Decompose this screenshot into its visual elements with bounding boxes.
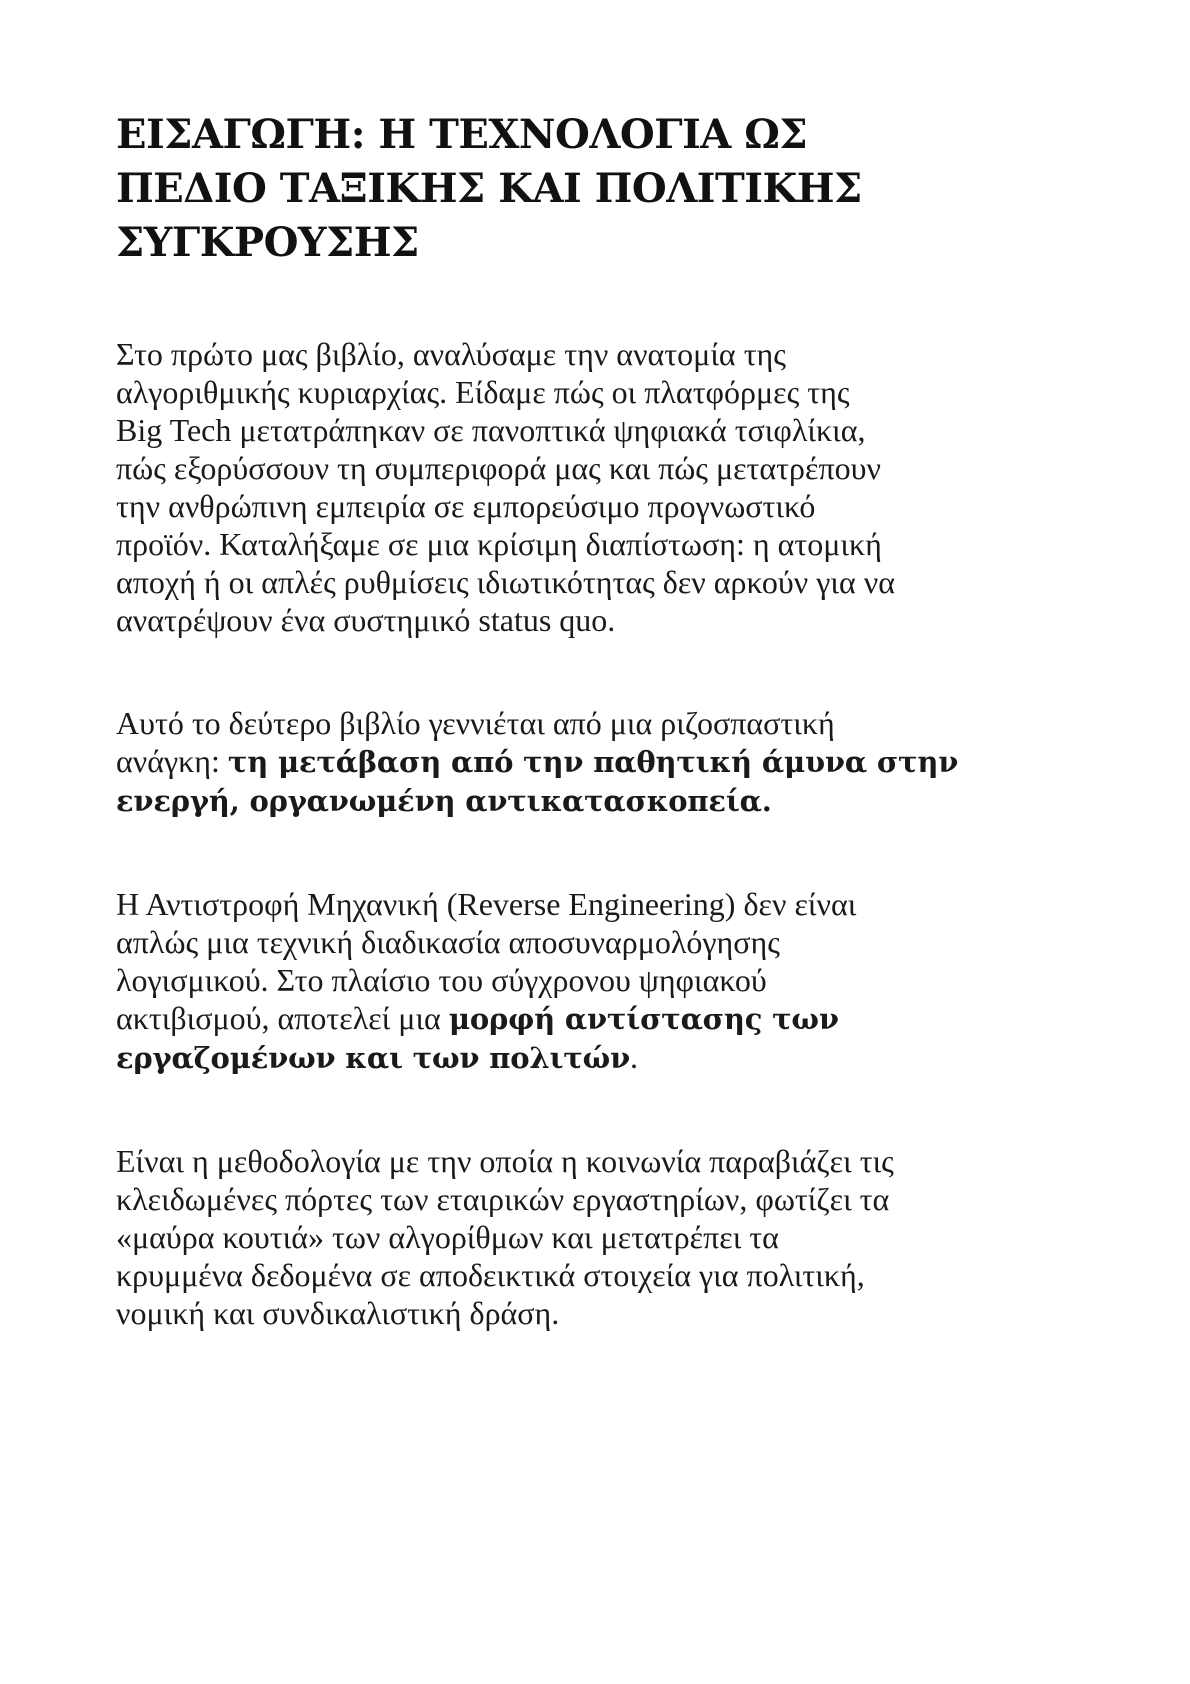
paragraph-line: αποχή ή οι απλές ρυθμίσεις ιδιωτικότητας δεν αρκούν για να (116, 564, 895, 600)
emphasis-text: ενεργή, οργανωμένη αντικατασκοπεία. (116, 784, 772, 818)
paragraph-line (116, 781, 1096, 820)
paragraph-line: κρυμμένα δεδομένα σε αποδεικτικά στοιχεία για πολιτική, (116, 1257, 865, 1293)
plain-text: ακτιβισμού, αποτελεί μια (116, 1000, 449, 1036)
emphasis-text: εργαζομένων και των πολιτών (116, 1041, 631, 1075)
paragraph-line: Στο πρώτο μας βιβλίο, αναλύσαμε την ανατομία της (116, 336, 786, 372)
paragraph-line: «μαύρα κουτιά» των αλγορίθμων και μετατρέπει τα (116, 1219, 779, 1255)
paragraph-reverse-engineering (116, 885, 1096, 1077)
paragraph-line: αλγοριθμικής κυριαρχίας. Είδαμε πώς οι πλατφόρμες της (116, 374, 850, 410)
title-line: ΠΕΔΙΟ ΤΑΞΙΚΗΣ ΚΑΙ ΠΟΛΙΤΙΚΗΣ (116, 165, 862, 212)
title-line: ΕΙΣΑΓΩΓΗ: Η ΤΕΧΝΟΛΟΓΙΑ ΩΣ (116, 111, 808, 158)
paragraph-line: απλώς μια τεχνική διαδικασία αποσυναρμολόγησης (116, 924, 780, 960)
paragraph-line: νομική και συνδικαλιστική δράση. (116, 1295, 560, 1331)
paragraph-methodology (116, 1142, 1096, 1332)
paragraph-line (116, 1038, 1096, 1077)
emphasis-text: μορφή αντίστασης των (448, 1002, 839, 1036)
paragraph-second-book-purpose (116, 704, 1096, 820)
paragraph-line: την ανθρώπινη εμπειρία σε εμπορεύσιμο προγνωστικό (116, 488, 816, 524)
paragraph-line: λογισμικού. Στο πλαίσιο του σύγχρονου ψηφιακού (116, 962, 767, 998)
paragraph-line: κλειδωμένες πόρτες των εταιρικών εργαστηρίων, φωτίζει τα (116, 1181, 890, 1217)
title-line: ΣΥΓΚΡΟΥΣΗΣ (116, 219, 419, 266)
page-title (116, 108, 1096, 270)
paragraph-line (116, 742, 1096, 781)
paragraph-line: Είναι η μεθοδολογία με την οποία η κοινωνία παραβιάζει τις (116, 1143, 894, 1179)
paragraph-first-book-summary (116, 335, 1096, 639)
paragraph-line: προϊόν. Καταλήξαμε σε μια κρίσιμη διαπίστωση: η ατομική (116, 526, 882, 562)
paragraph-line: Αυτό το δεύτερο βιβλίο γεννιέται από μια ριζοσπαστική (116, 705, 835, 741)
paragraph-line: Big Tech μετατράπηκαν σε πανοπτικά ψηφιακά τσιφλίκια, (116, 412, 866, 448)
document-page (116, 108, 1096, 1332)
emphasis-text: τη μετάβαση από την παθητική άμυνα στην (227, 745, 959, 779)
paragraph-line: πώς εξορύσσουν τη συμπεριφορά μας και πώς μετατρέπουν (116, 450, 881, 486)
plain-text: ανάγκη: (116, 743, 228, 779)
paragraph-line: ανατρέψουν ένα συστημικό status quo. (116, 602, 616, 638)
plain-text: . (630, 1039, 639, 1075)
paragraph-line: Η Αντιστροφή Μηχανική (Reverse Engineering) δεν είναι (116, 886, 857, 922)
paragraph-line (116, 999, 1096, 1038)
